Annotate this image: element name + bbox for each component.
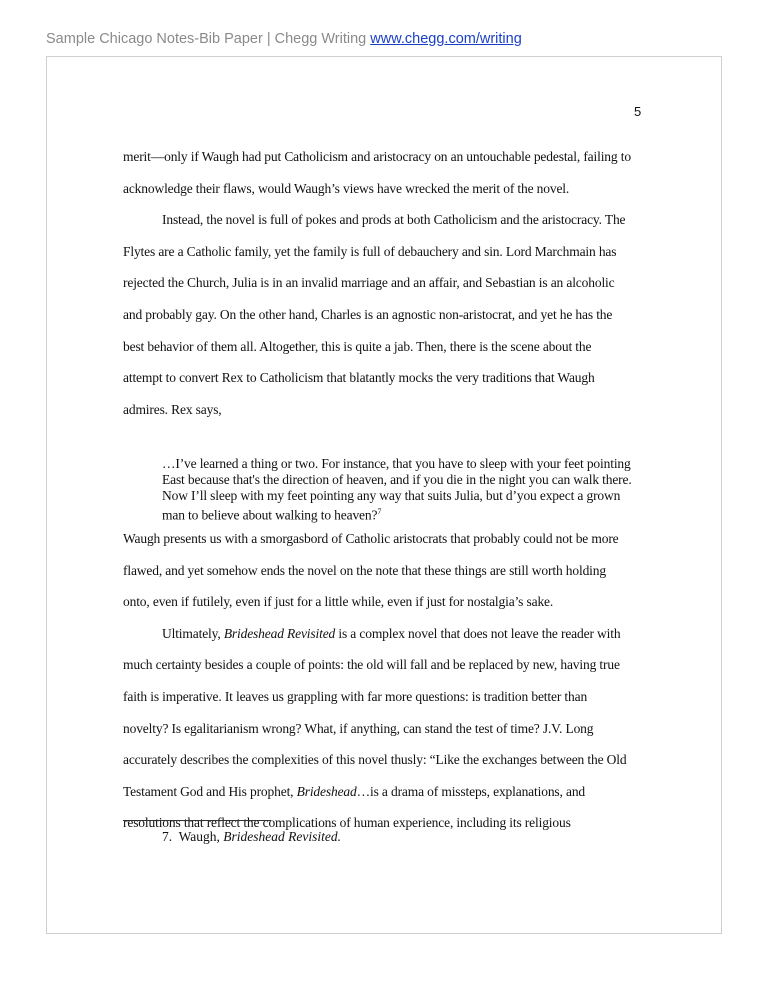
paragraph-line: Waugh presents us with a smorgasbord of Catholic aristocrats that probably could not be more [123,531,619,546]
footnote-reference[interactable]: 7 [377,507,382,516]
header-link[interactable]: www.chegg.com/writing [370,31,522,47]
paragraph-line: and probably gay. On the other hand, Charles is an agnostic non-aristocrat, and yet he has the [123,306,613,322]
paragraph-line: flawed, and yet somehow ends the novel on the note that these things are still worth holding [123,562,606,578]
footnote-title: Brideshead Revisited. [223,829,342,844]
book-title: Brideshead [296,783,357,799]
paragraph-line: acknowledge their flaws, would Waugh’s views have wrecked the merit of the novel. [123,180,570,196]
body-text-continued [123,523,653,839]
paragraph-line [123,618,653,650]
quote-line: East because that's the direction of heaven, and if you die in the night you can walk there. [162,472,632,487]
quote-line: Now I’ll sleep with my feet pointing any way that suits Julia, but d’you expect a grown [162,488,621,503]
footnote-author: Waugh, [178,829,224,844]
paragraph-line: novelty? Is egalitarianism wrong? What, if anything, can stand the test of time? J.V. Long [123,720,594,736]
paragraph-line: resolutions that reflect the complications of human experience, including its religious [123,815,571,831]
document-header [46,31,522,47]
footnote-divider [123,820,271,821]
header-title: Sample Chicago Notes-Bib Paper | Chegg Writing [46,31,367,47]
text-run: …is a drama of missteps, explanations, and [356,783,586,799]
paragraph-line: best behavior of them all. Altogether, this is quite a jab. Then, there is the scene about the [123,338,592,354]
paragraph-line: much certainty besides a couple of points: the old will fall and be replaced by new, having true [123,657,620,673]
block-quote [162,456,654,524]
quote-line [162,504,654,524]
book-title: Brideshead Revisited [223,625,336,641]
footnote-number: 7. [162,829,173,844]
paragraph-line: rejected the Church, Julia is in an invalid marriage and an affair, and Sebastian is an alcoholic [123,275,615,291]
text-run: Ultimately, [162,625,224,641]
paragraph-line: Flytes are a Catholic family, yet the family is full of debauchery and sin. Lord Marchmain has [123,243,617,259]
paragraph-line: accurately describes the complexities of this novel thusly: “Like the exchanges between the Old [123,752,627,768]
quote-line: …I’ve learned a thing or two. For instance, that you have to sleep with your feet pointing [162,456,631,471]
text-run: is a complex novel that does not leave the reader with [335,625,621,641]
paragraph-line: attempt to convert Rex to Catholicism that blatantly mocks the very traditions that Waugh [123,370,595,386]
paragraph-line: admires. Rex says, [123,401,222,417]
paragraph-line: faith is imperative. It leaves us grappling with far more questions: is tradition better than [123,688,588,704]
quote-text: man to believe about walking to heaven? [162,507,378,523]
paragraph-line: Instead, the novel is full of pokes and prods at both Catholicism and the aristocracy. The [162,212,626,228]
body-text [123,141,653,425]
paragraph-line: onto, even if futilely, even if just for a little while, even if just for nostalgia’s sake. [123,594,554,610]
paragraph-line: merit—only if Waugh had put Catholicism and aristocracy on an untouchable pedestal, failing to [123,149,631,164]
page-number: 5 [634,104,642,119]
paragraph-line [123,776,653,808]
footnote [162,829,341,845]
text-run: Testament God and His prophet, [123,783,297,799]
